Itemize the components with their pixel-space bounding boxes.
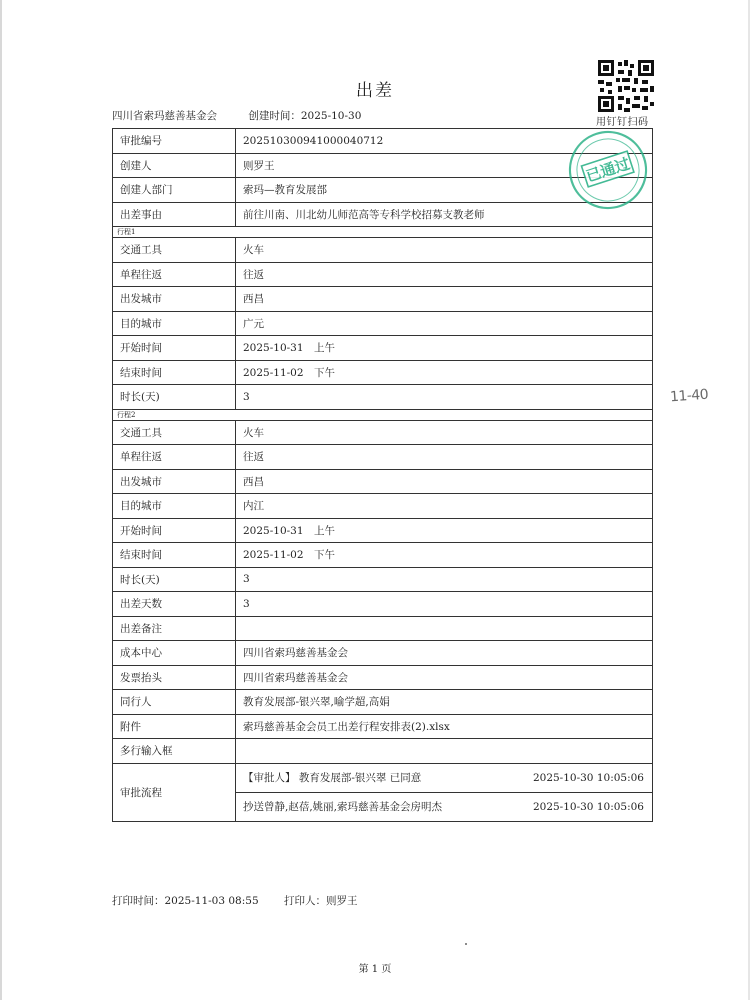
row-trip1-transport	[113, 238, 652, 263]
field-value: 2025-11-02 下午	[243, 366, 336, 379]
row-trip1-end-time	[113, 361, 652, 386]
field-label: 目的城市	[113, 494, 236, 518]
row-trip2-duration	[113, 568, 652, 593]
print-time: 打印时间：2025-11-03 08:55	[112, 895, 259, 907]
organization-name: 四川省索玛慈善基金会	[112, 110, 217, 122]
row-trip2-departure-city	[113, 470, 652, 495]
field-value: 2025-10-31 上午	[243, 342, 336, 355]
page-edge-left	[0, 0, 2, 1000]
row-trip1-departure-city	[113, 287, 652, 312]
stamp-text: 已通过	[583, 154, 633, 186]
field-value: 西昌	[243, 293, 264, 306]
field-label: 创建人	[113, 154, 236, 178]
field-label: 交通工具	[113, 238, 236, 262]
handwritten-note: 11-40	[669, 386, 709, 406]
field-label: 发票抬头	[113, 666, 236, 690]
page-number: 第 1 页	[358, 964, 392, 975]
field-label: 交通工具	[113, 421, 236, 445]
qr-code-icon	[598, 60, 654, 112]
row-trip-days	[113, 592, 652, 617]
field-label: 多行输入框	[113, 739, 236, 763]
row-trip2-transport	[113, 421, 652, 446]
document-subheader	[112, 108, 361, 123]
approval-step-text: 【审批人】 教育发展部-银兴翠 已同意	[243, 772, 422, 784]
field-value: 3	[243, 390, 250, 403]
field-value	[236, 739, 652, 763]
row-trip1-destination-city	[113, 312, 652, 337]
attachment-link[interactable]: 索玛慈善基金会员工出差行程安排表(2).xlsx	[243, 720, 450, 733]
field-label: 出发城市	[113, 287, 236, 311]
field-value: 四川省索玛慈善基金会	[243, 647, 348, 660]
cc-step-text: 抄送曾静,赵蓓,姚丽,索玛慈善基金会房明杰	[243, 801, 443, 813]
row-trip1-start-time	[113, 336, 652, 361]
field-label: 时长(天)	[113, 568, 236, 592]
field-value: 2025-11-02 下午	[243, 549, 336, 562]
page-title: 出差	[356, 81, 394, 101]
field-label: 成本中心	[113, 641, 236, 665]
field-value: 广元	[243, 317, 264, 330]
field-label: 结束时间	[113, 361, 236, 385]
row-trip2-start-time	[113, 519, 652, 544]
field-value: 往返	[243, 451, 264, 464]
field-value: 则罗王	[243, 159, 275, 172]
row-trip1-duration	[113, 385, 652, 410]
row-multiline-input	[113, 739, 652, 764]
field-label: 开始时间	[113, 519, 236, 543]
field-label: 结束时间	[113, 543, 236, 567]
row-attachment	[113, 715, 652, 740]
field-label: 同行人	[113, 690, 236, 714]
field-value: 内江	[243, 500, 264, 513]
qr-scan-label: 用钉钉扫码	[596, 117, 649, 128]
cc-step	[236, 793, 652, 821]
field-value: 3	[243, 573, 250, 586]
field-value: 教育发展部-银兴翠,喻学超,高娟	[243, 696, 390, 709]
field-value: 四川省索玛慈善基金会	[243, 671, 348, 684]
print-footer	[112, 893, 357, 908]
field-label: 单程往返	[113, 263, 236, 287]
section-trip-2: 行程2	[113, 410, 652, 421]
field-label: 附件	[113, 715, 236, 739]
row-cost-center	[113, 641, 652, 666]
field-label: 创建人部门	[113, 178, 236, 202]
field-value: 前往川南、川北幼儿师范高等专科学校招募支教老师	[243, 208, 485, 221]
field-value: 西昌	[243, 475, 264, 488]
approved-stamp	[566, 128, 650, 212]
scan-speck	[465, 943, 467, 945]
approval-step	[236, 764, 652, 793]
field-label: 出差备注	[113, 617, 236, 641]
field-label: 审批编号	[113, 129, 236, 153]
row-invoice-title	[113, 666, 652, 691]
field-value: 2025-10-31 上午	[243, 524, 336, 537]
printer-name: 打印人：则罗王	[283, 895, 358, 907]
field-value: 索玛—教育发展部	[243, 184, 327, 197]
row-companions	[113, 690, 652, 715]
field-label: 目的城市	[113, 312, 236, 336]
row-trip2-roundtrip	[113, 445, 652, 470]
field-label: 单程往返	[113, 445, 236, 469]
field-value: 火车	[243, 244, 264, 257]
approval-step-time: 2025-10-30 10:05:06	[532, 771, 644, 784]
section-trip-1: 行程1	[113, 227, 652, 238]
row-trip2-destination-city	[113, 494, 652, 519]
field-value: 往返	[243, 268, 264, 281]
field-label: 出差天数	[113, 592, 236, 616]
field-label: 出发城市	[113, 470, 236, 494]
field-label: 审批流程	[113, 764, 236, 821]
row-trip1-roundtrip	[113, 263, 652, 288]
row-approval-process	[113, 764, 652, 821]
field-label: 出差事由	[113, 203, 236, 227]
cc-step-time: 2025-10-30 10:05:06	[532, 800, 644, 813]
field-value	[236, 617, 652, 641]
row-trip-remarks	[113, 617, 652, 642]
row-trip2-end-time	[113, 543, 652, 568]
field-value: 火车	[243, 426, 264, 439]
field-label: 时长(天)	[113, 385, 236, 409]
field-value: 202510300941000040712	[243, 134, 384, 147]
created-time: 创建时间：2025-10-30	[248, 110, 362, 122]
field-label: 开始时间	[113, 336, 236, 360]
field-value: 3	[243, 597, 250, 610]
travel-form-table	[112, 128, 653, 822]
approval-steps	[236, 764, 652, 821]
